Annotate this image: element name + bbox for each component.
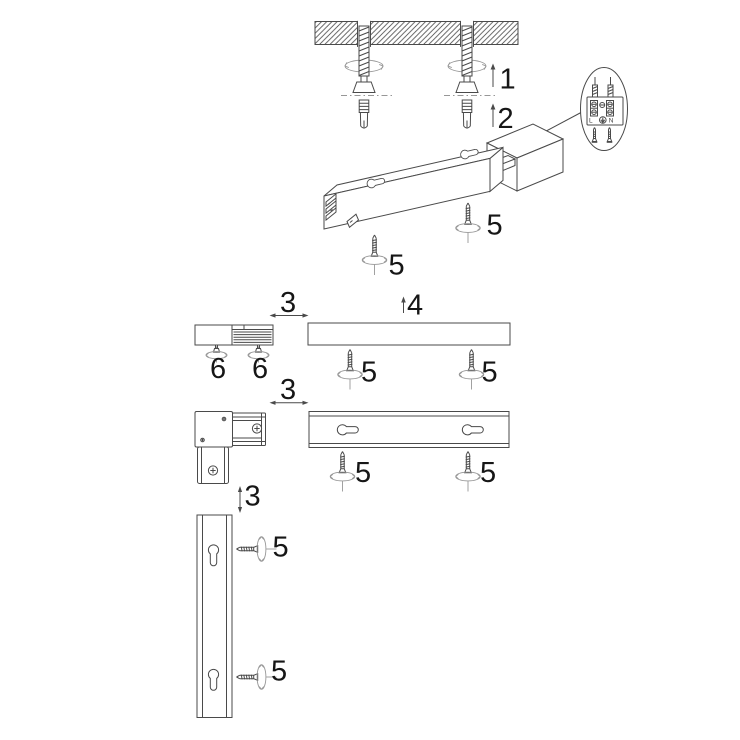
step-5-annotation: [338, 350, 377, 390]
step-5-annotation: [456, 452, 496, 492]
step-5-annotation: [456, 203, 503, 243]
screw-icon: [456, 452, 481, 492]
step-1-label: 1: [499, 63, 516, 96]
step-5-label: 5: [355, 457, 372, 489]
step-6-annotation: [248, 346, 269, 386]
step-5-annotation: [330, 452, 371, 492]
step-5-label: 5: [480, 457, 497, 489]
callout-leader-line: [543, 113, 582, 134]
keyhole-slot: [208, 545, 218, 566]
step-6-label: 6: [210, 353, 227, 385]
step-5-label: 5: [388, 249, 405, 282]
track-rail-vertical: [197, 515, 232, 718]
step-5-label: 5: [272, 531, 289, 564]
step-5-annotation: [237, 532, 289, 564]
corner-connector: [195, 412, 266, 484]
step-1-annotation: [491, 64, 516, 96]
screw-icon: [456, 203, 481, 243]
step-2-label: 2: [497, 103, 514, 135]
step-5-annotation: [237, 656, 288, 690]
screw-icon: [330, 452, 355, 492]
step-5-label: 5: [486, 209, 503, 242]
terminal-live-label: L: [589, 117, 593, 125]
step-4-annotation: [401, 290, 423, 322]
step-2-annotation: [491, 103, 514, 135]
terminal-neutral-label: N: [608, 117, 614, 125]
screw-icon: [362, 235, 387, 275]
step-5-label: 5: [271, 655, 288, 688]
step-3-label: 3: [280, 287, 297, 319]
screw-icon: [459, 350, 484, 390]
step-5-label: 5: [361, 356, 378, 389]
track-rail-isometric: [324, 147, 503, 229]
step-5-label: 5: [481, 356, 498, 389]
track-rail-side: [308, 323, 510, 345]
step-6-annotation: [206, 346, 227, 386]
ceiling-hatch: [315, 22, 518, 45]
keyhole-slot: [337, 425, 358, 435]
track-connector-side: [195, 325, 273, 345]
track-rail-back: [309, 412, 509, 448]
step-3-label: 3: [244, 480, 261, 513]
step-5-annotation: [362, 235, 404, 282]
step-4-label: 4: [407, 289, 424, 322]
ceiling-section: [315, 21, 518, 129]
step-3-annotation: [238, 481, 261, 514]
keyhole-slot: [462, 425, 483, 435]
step-3-label: 3: [280, 374, 297, 406]
step-3-annotation: [270, 374, 309, 406]
keyhole-slot: [208, 669, 218, 690]
step-5-annotation: [459, 350, 497, 390]
step-6-label: 6: [252, 353, 269, 385]
step-3-annotation: [270, 287, 309, 319]
screw-icon: [237, 537, 277, 562]
screw-icon: [338, 350, 363, 390]
